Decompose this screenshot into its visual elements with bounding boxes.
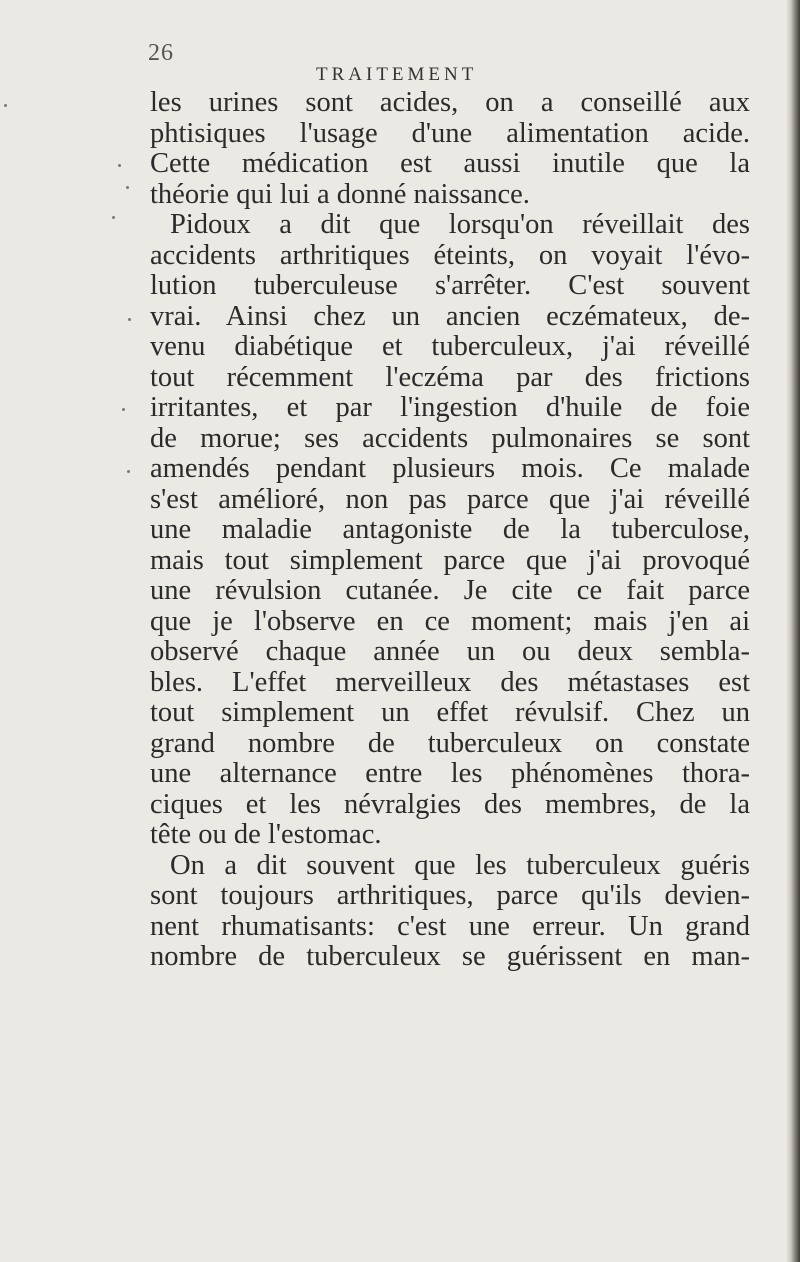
text-line: On a dit souvent que les tuberculeux guéris bbox=[170, 849, 750, 881]
body-text bbox=[150, 88, 750, 973]
margin-speck bbox=[118, 164, 121, 167]
text-line: tout simplement un effet révulsif. Chez un bbox=[150, 697, 750, 728]
margin-speck bbox=[122, 408, 125, 411]
text-line: les urines sont acides, on a conseillé aux bbox=[150, 87, 750, 118]
text-line: amendés pendant plusieurs mois. Ce malade bbox=[150, 453, 750, 484]
text-line: vrai. Ainsi chez un ancien eczémateux, de- bbox=[150, 300, 750, 332]
page-edge-shadow bbox=[786, 0, 800, 1262]
text-line: Cette médication est aussi inutile que la bbox=[150, 148, 750, 179]
text-line: irritantes, et par l'ingestion d'huile de foie bbox=[150, 392, 750, 423]
text-line: mais tout simplement parce que j'ai provoqué bbox=[150, 544, 750, 576]
text-line: tête ou de l'estomac. bbox=[150, 819, 382, 850]
text-line: de morue; ses accidents pulmonaires se sont bbox=[150, 422, 750, 454]
page-number: 26 bbox=[148, 40, 174, 66]
text-line: ciques et les névralgies des membres, de la bbox=[150, 788, 750, 820]
text-line: observé chaque année un ou deux sembla- bbox=[150, 636, 750, 667]
text-line: grand nombre de tuberculeux on constate bbox=[150, 727, 750, 759]
margin-speck bbox=[126, 186, 129, 189]
text-line: lution tuberculeuse s'arrêter. C'est souvent bbox=[150, 270, 750, 301]
text-line: que je l'observe en ce moment; mais j'en ai bbox=[150, 605, 750, 637]
text-line: accidents arthritiques éteints, on voyait l'évo- bbox=[150, 239, 750, 271]
text-line: Pidoux a dit que lorsqu'on réveillait des bbox=[170, 209, 750, 240]
text-line: nombre de tuberculeux se guérissent en man- bbox=[150, 941, 750, 972]
text-line: théorie qui lui a donné naissance. bbox=[150, 178, 530, 210]
margin-speck bbox=[4, 104, 7, 107]
running-head: TRAITEMENT bbox=[316, 64, 478, 85]
text-line: phtisiques l'usage d'une alimentation acide. bbox=[150, 117, 750, 149]
text-line: venu diabétique et tuberculeux, j'ai réveillé bbox=[150, 331, 750, 362]
margin-speck bbox=[127, 470, 130, 473]
text-line: nent rhumatisants: c'est une erreur. Un grand bbox=[150, 910, 750, 942]
text-line: bles. L'effet merveilleux des métastases est bbox=[150, 666, 750, 698]
text-line: sont toujours arthritiques, parce qu'ils devien- bbox=[150, 880, 750, 911]
text-line: s'est amélioré, non pas parce que j'ai réveillé bbox=[150, 483, 750, 515]
margin-speck bbox=[128, 318, 131, 321]
margin-speck bbox=[112, 216, 115, 219]
text-line: tout récemment l'eczéma par des frictions bbox=[150, 361, 750, 393]
text-line: une révulsion cutanée. Je cite ce fait parce bbox=[150, 575, 750, 606]
text-line: une alternance entre les phénomènes thora- bbox=[150, 758, 750, 789]
text-line: une maladie antagoniste de la tuberculose, bbox=[150, 514, 750, 545]
